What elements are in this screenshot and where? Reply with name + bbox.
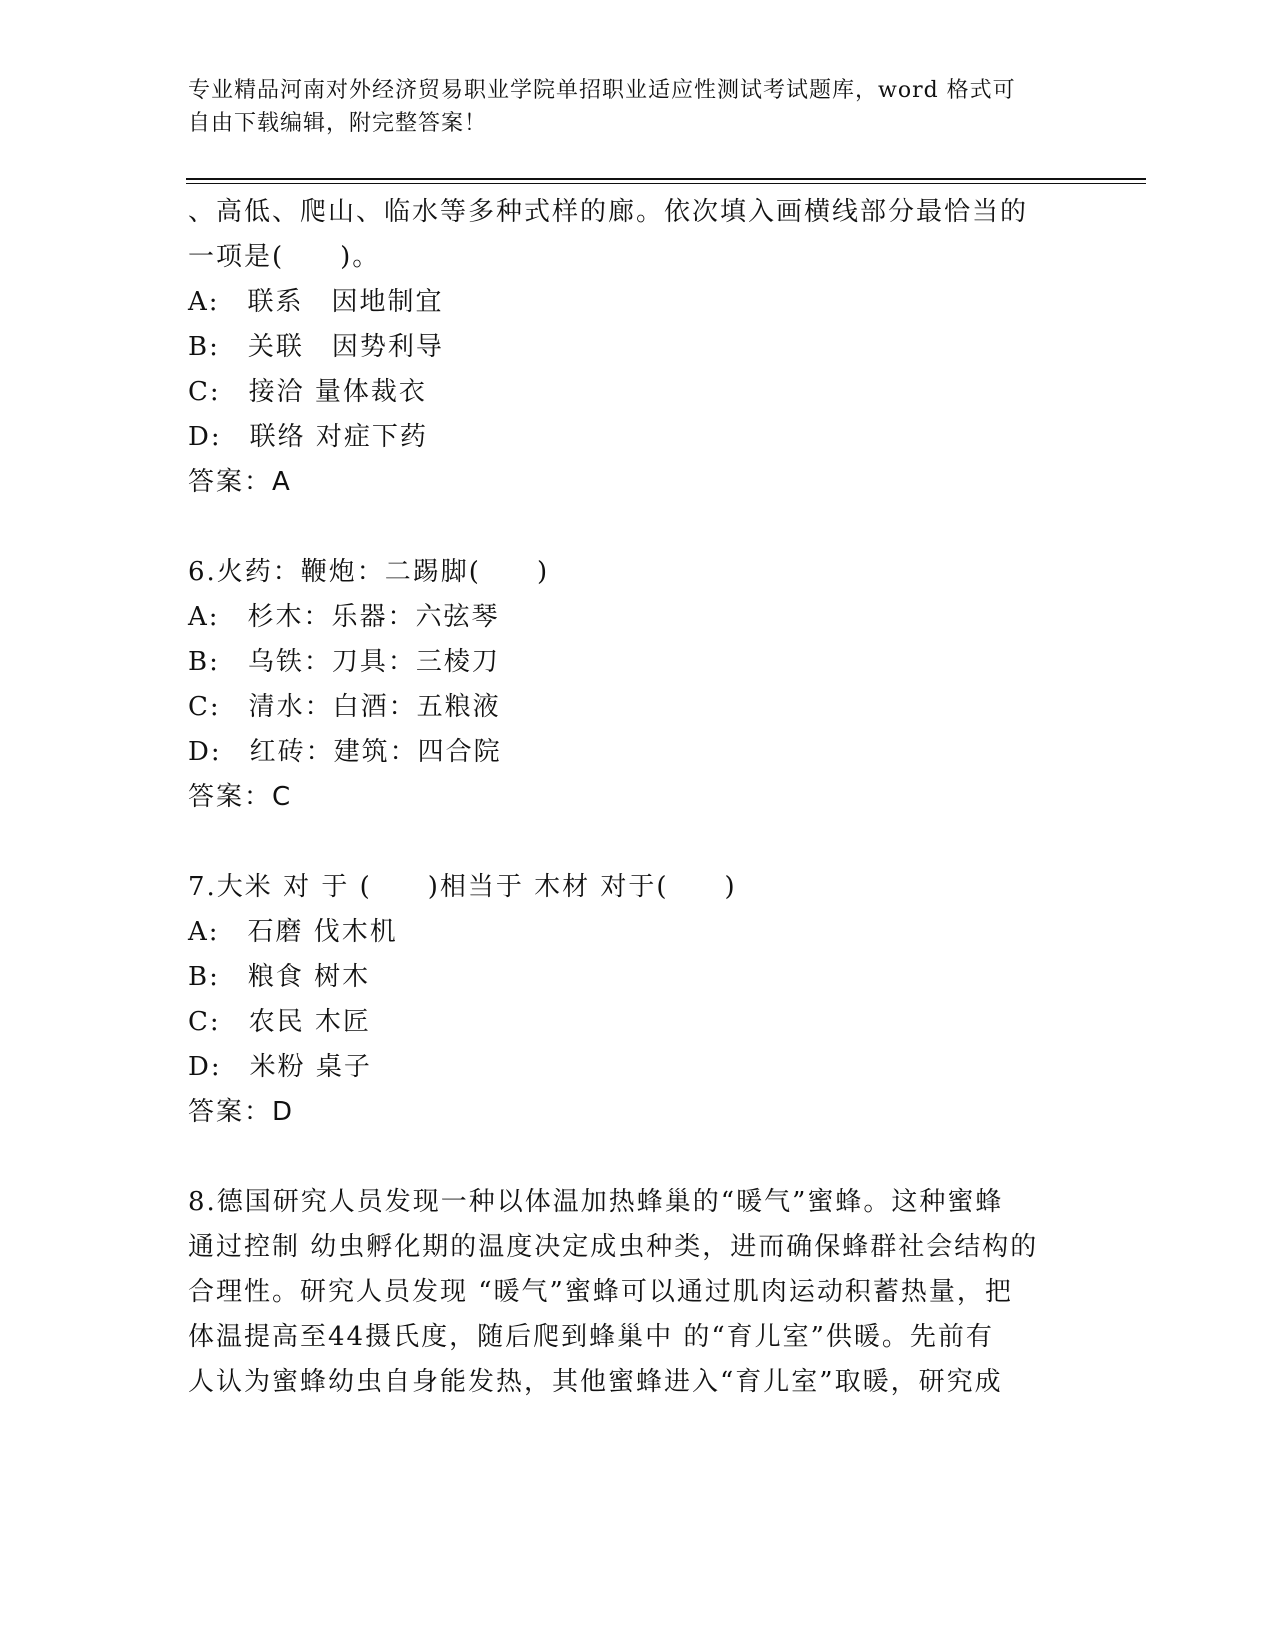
option-d: D: 联络 对症下药	[188, 422, 428, 452]
question-stem-line: 合理性。研究人员发现 “暖气”蜜蜂可以通过肌肉运动积蓄热量，把	[188, 1277, 1013, 1307]
question-stem: 7.大米 对 于 ( )相当于 木材 对于( )	[188, 872, 737, 902]
question-6	[188, 550, 1068, 820]
answer-line: 答案：C	[188, 782, 293, 812]
option-b: B: 乌铁：刀具：三棱刀	[188, 647, 500, 677]
answer-line: 答案：D	[188, 1097, 295, 1127]
question-stem-line: 体温提高至44摄氏度，随后爬到蜂巢中 的“育儿室”供暖。先前有	[188, 1322, 994, 1352]
header-rule-thin	[186, 183, 1146, 184]
spacer	[188, 820, 1068, 865]
spacer	[188, 1135, 1068, 1180]
option-c: C: 清水：白酒：五粮液	[188, 692, 501, 722]
spacer	[188, 505, 1068, 550]
option-a: A: 石磨 伐木机	[188, 917, 398, 947]
header-line-1: 专业精品河南对外经济贸易职业学院单招职业适应性测试考试题库，word 格式可	[188, 78, 1016, 103]
option-b: B: 关联 因势利导	[188, 332, 444, 362]
question-stem-line: 一项是( )。	[188, 242, 381, 272]
document-header	[188, 74, 1068, 140]
document-body	[188, 190, 1068, 1405]
option-c: C: 接洽 量体裁衣	[188, 377, 427, 407]
question-5	[188, 190, 1068, 505]
header-rule-thick	[186, 178, 1146, 180]
answer-line: 答案：A	[188, 467, 292, 497]
question-8	[188, 1180, 1068, 1405]
option-c: C: 农民 木匠	[188, 1007, 371, 1037]
question-stem-line: 通过控制 幼虫孵化期的温度决定成虫种类，进而确保蜂群社会结构的	[188, 1232, 1039, 1262]
question-stem: 6.火药：鞭炮：二踢脚( )	[188, 557, 550, 587]
option-b: B: 粮食 树木	[188, 962, 371, 992]
option-d: D: 米粉 桌子	[188, 1052, 372, 1082]
option-a: A: 杉木：乐器：六弦琴	[188, 602, 500, 632]
question-stem-line: 人认为蜜蜂幼虫自身能发热，其他蜜蜂进入“育儿室”取暖，研究成	[188, 1367, 1003, 1397]
header-line-2: 自由下载编辑，附完整答案！	[188, 111, 488, 136]
option-d: D: 红砖：建筑：四合院	[188, 737, 502, 767]
question-7	[188, 865, 1068, 1135]
question-stem-line: 、高低、爬山、临水等多种式样的廊。依次填入画横线部分最恰当的	[188, 197, 1029, 227]
option-a: A: 联系 因地制宜	[188, 287, 444, 317]
question-stem-line: 8.德国研究人员发现一种以体温加热蜂巢的“暖气”蜜蜂。这种蜜蜂	[188, 1187, 1004, 1217]
